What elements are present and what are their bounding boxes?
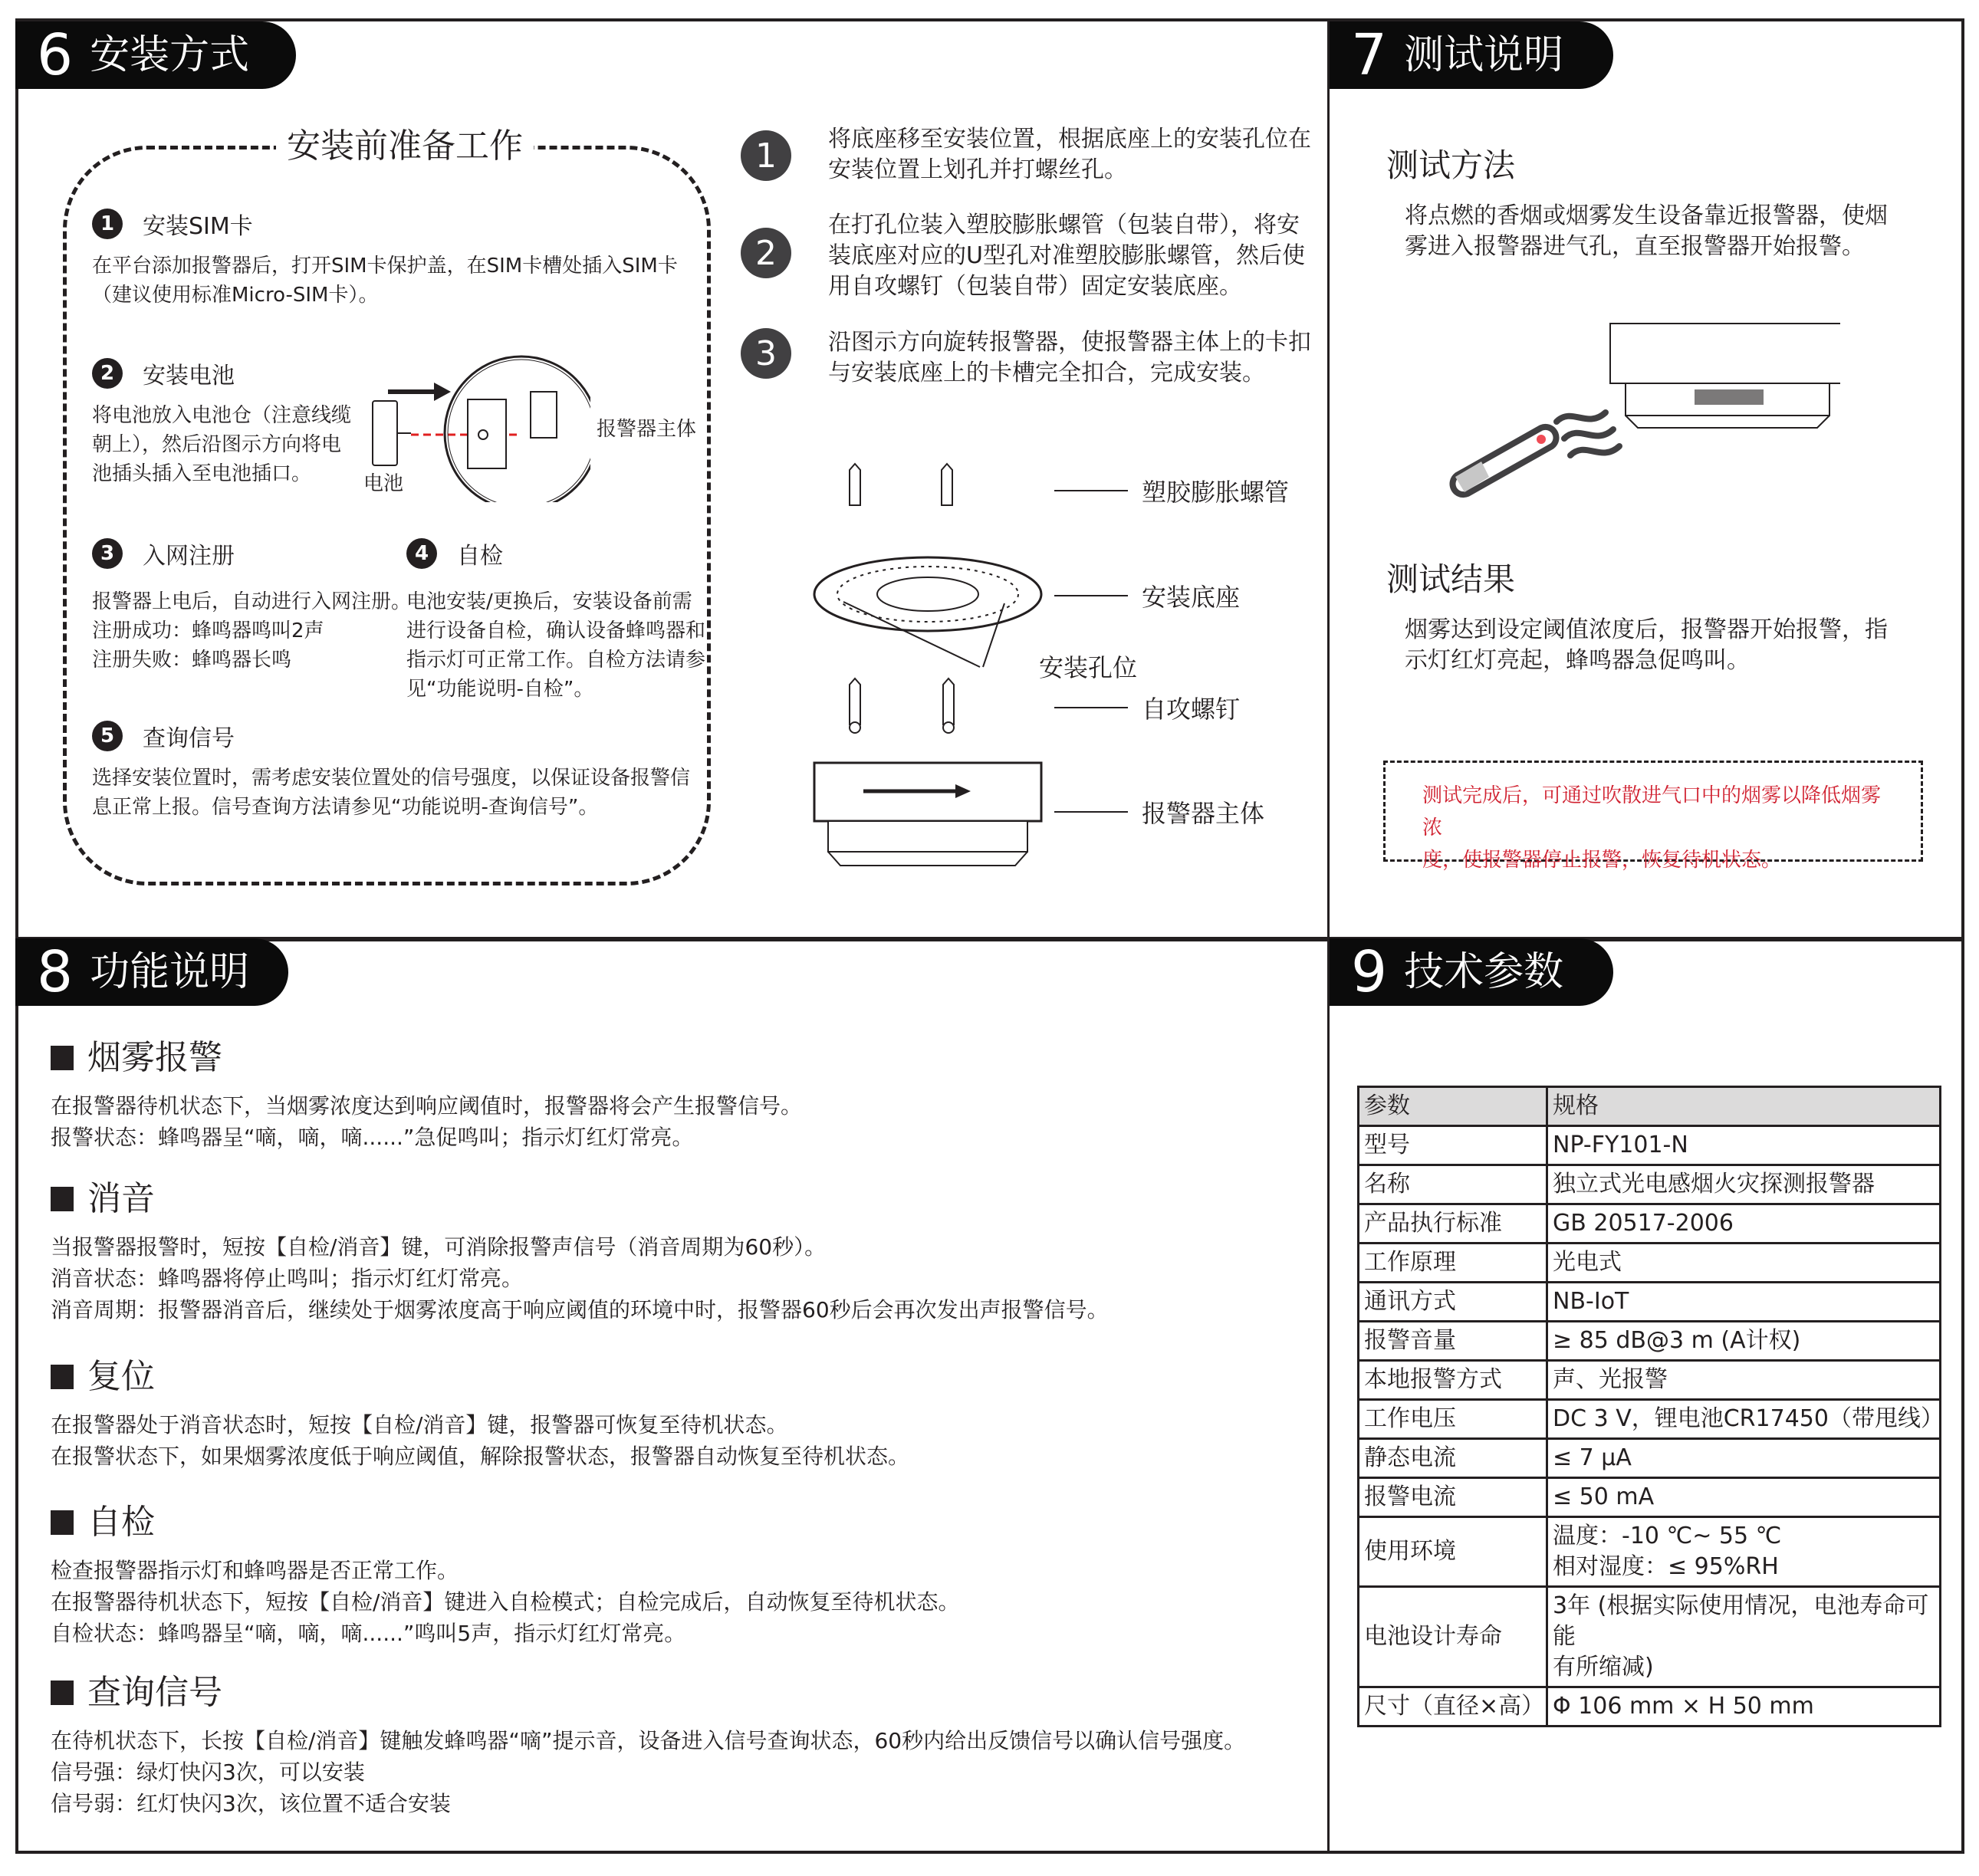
test-result-title: 测试结果: [1386, 560, 1516, 598]
column-header: 规格: [1547, 1087, 1941, 1126]
detector-back-icon: [445, 356, 590, 502]
spec-key: 产品执行标准: [1359, 1204, 1547, 1244]
install-step-text: 沿图示方向旋转报警器，使报警器主体上的卡扣: [828, 329, 1311, 356]
install-step-text: 用自攻螺钉（包装自带）固定安装底座。: [828, 273, 1242, 300]
spec-key: 静态电流: [1359, 1439, 1547, 1478]
test-method-title: 测试方法: [1386, 146, 1516, 184]
step-text: 朝上），然后沿图示方向将电: [92, 433, 342, 456]
cigarette-icon: [1452, 427, 1556, 494]
step-text: 进行设备自检，确认设备蜂鸣器和: [406, 619, 706, 642]
install-step-text: 安装位置上划孔并打螺丝孔。: [828, 156, 1127, 183]
spec-key: 报警音量: [1359, 1322, 1547, 1361]
function-text: 检查报警器指示灯和蜂鸣器是否正常工作。: [51, 1558, 459, 1583]
section-header-spec: [1330, 938, 1613, 1006]
spec-value: [1547, 1439, 1941, 1478]
spec-key: 工作电压: [1359, 1400, 1547, 1439]
step-text: （建议使用标准Micro-SIM卡）。: [92, 284, 379, 307]
step-badge: 3: [92, 538, 123, 569]
part-label-body: [1054, 794, 1264, 830]
column-header: 参数: [1359, 1087, 1547, 1126]
spec-value: [1547, 1400, 1944, 1439]
spec-row: [1359, 1244, 1941, 1283]
test-method-text: [1405, 201, 1888, 262]
spec-value: [1547, 1361, 1941, 1400]
install-step-badge: 2: [741, 228, 791, 278]
spec-value-line: Φ 106 mm × H 50 mm: [1553, 1693, 1814, 1720]
spec-key: 电池设计寿命: [1359, 1587, 1547, 1687]
spec-value-line: DC 3 V，锂电池CR17450（带甩线）: [1553, 1405, 1944, 1432]
spec-key: 通讯方式: [1359, 1283, 1547, 1322]
text-line: 示灯红灯亮起，蜂鸣器急促鸣叫。: [1405, 647, 1750, 674]
step-text: 息正常上报。信号查询方法请参见“功能说明-查询信号”。: [92, 796, 599, 819]
spec-value-line: 温度：-10 ℃~ 55 ℃: [1553, 1523, 1782, 1549]
spec-value-line: GB 20517-2006: [1553, 1210, 1734, 1237]
step-title: 入网注册: [143, 543, 235, 570]
step-text: 在平台添加报警器后，打开SIM卡保护盖，在SIM卡槽处插入SIM卡: [92, 255, 678, 278]
spec-value: [1547, 1283, 1941, 1322]
part-label-text: 自攻螺钉: [1142, 695, 1241, 724]
spec-row: [1359, 1439, 1941, 1478]
part-label-base: [1054, 578, 1240, 613]
function-title: 查询信号: [87, 1673, 222, 1712]
spec-key: 工作原理: [1359, 1244, 1547, 1283]
text-line: 将点燃的香烟或烟雾发生设备靠近报警器，使烟: [1405, 202, 1888, 229]
step-text: 注册失败：蜂鸣器长鸣: [92, 649, 292, 672]
step-text: 电池安装/更换后，安装设备前需: [406, 590, 692, 613]
install-step-3: [828, 327, 1311, 389]
spec-row: [1359, 1283, 1941, 1322]
install-step-text: 将底座移至安装位置，根据底座上的安装孔位在: [828, 126, 1311, 153]
spec-value: [1547, 1126, 1941, 1165]
spec-key: 本地报警方式: [1359, 1361, 1547, 1400]
install-step-2: [828, 210, 1305, 302]
spec-value-line: 声、光报警: [1553, 1366, 1668, 1393]
smoke-test-illustration: [1442, 322, 1840, 498]
section-number: 6: [37, 22, 74, 88]
step-badge: 2: [92, 358, 123, 389]
prep-step-battery: [92, 356, 353, 488]
step-text: 池插头插入至电池插口。: [92, 462, 312, 485]
section-title: 技术参数: [1404, 949, 1564, 995]
bullet-square-icon: [51, 1681, 74, 1705]
detector-body-label: 报警器主体: [597, 418, 697, 441]
install-step-badge: 3: [741, 328, 791, 379]
spec-value-line: ≤ 7 μA: [1553, 1444, 1632, 1471]
step-text: 选择安装位置时，需考虑安装位置处的信号强度，以保证设备报警信: [92, 767, 691, 790]
spec-value-line: ≤ 50 mA: [1553, 1483, 1655, 1510]
function-title: 烟雾报警: [87, 1038, 222, 1077]
spec-value-line: 有所缩减): [1553, 1654, 1654, 1681]
install-step-text: 在打孔位装入塑胶膨胀螺管（包装自带），将安: [828, 212, 1300, 238]
bullet-square-icon: [51, 1046, 74, 1070]
function-smoke-alarm: [51, 1037, 802, 1153]
spec-value-line: ≥ 85 dB@3 m (A计权): [1553, 1327, 1801, 1354]
spec-value: [1547, 1165, 1941, 1204]
step-badge: 5: [92, 721, 123, 751]
part-label-holes: 安装孔位: [1039, 653, 1138, 682]
wall-anchor-icon: [850, 464, 952, 505]
arrow-right-icon: [388, 383, 451, 401]
function-title: 消音: [87, 1179, 155, 1218]
spec-key: 型号: [1359, 1126, 1547, 1165]
spec-table-header: [1359, 1087, 1941, 1126]
function-reset: [51, 1355, 909, 1472]
exploded-install-diagram: [813, 456, 1058, 870]
prep-title: 安装前准备工作: [276, 125, 534, 168]
bullet-square-icon: [51, 1187, 74, 1211]
spec-row: [1359, 1126, 1941, 1165]
function-text: 信号弱：红灯快闪3次，该位置不适合安装: [51, 1791, 451, 1816]
step-title: 安装SIM卡: [143, 213, 253, 240]
function-text: 报警状态：蜂鸣器呈“嘀，嘀，嘀......”急促鸣叫；指示灯红灯常亮。: [51, 1125, 694, 1150]
section-title: 功能说明: [90, 949, 250, 995]
section-title: 安装方式: [90, 32, 250, 78]
function-selftest: [51, 1501, 959, 1649]
function-text: 自检状态：蜂鸣器呈“嘀，嘀，嘀......”鸣叫5声，指示灯红灯常亮。: [51, 1621, 686, 1646]
spec-key: 名称: [1359, 1165, 1547, 1204]
section-header-test: [1330, 21, 1613, 89]
part-label-text: 塑胶膨胀螺管: [1142, 478, 1290, 507]
part-label-screw: [1054, 690, 1240, 725]
test-result-text: [1405, 615, 1888, 676]
test-note-box: [1383, 761, 1923, 872]
text-line: 烟雾达到设定阈值浓度后，报警器开始报警，指: [1405, 616, 1888, 643]
step-title: 自检: [457, 543, 503, 570]
text-line: 雾进入报警器进气孔，直至报警器开始报警。: [1405, 233, 1865, 260]
spec-row: [1359, 1587, 1941, 1687]
prep-step-signal: [92, 719, 690, 822]
section-divider-vertical: [1327, 18, 1330, 1854]
battery-label: 电池: [363, 472, 404, 495]
function-title: 自检: [87, 1503, 155, 1542]
function-text: 在报警器待机状态下，当烟雾浓度达到响应阈值时，报警器将会产生报警信号。: [51, 1093, 803, 1119]
spec-value-line: 光电式: [1553, 1249, 1622, 1276]
screw-icon: [850, 678, 954, 733]
spec-row: [1359, 1322, 1941, 1361]
bullet-square-icon: [51, 1510, 74, 1535]
part-label-text: 安装底座: [1142, 583, 1241, 612]
step-text: 将电池放入电池仓（注意线缆: [92, 404, 352, 427]
function-text: 消音状态：蜂鸣器将停止鸣叫；指示灯红灯常亮。: [51, 1266, 524, 1291]
step-text: 报警器上电后，自动进行入网注册。: [92, 590, 412, 613]
install-step-badge: 1: [741, 130, 791, 181]
function-text: 在待机状态下，长按【自检/消音】键触发蜂鸣器“嘀”提示音，设备进入信号查询状态，60秒内给出反馈信号以确认信号强度。: [51, 1728, 1246, 1753]
install-step-text: 装底座对应的U型孔对准塑胶膨胀螺管，然后使: [828, 242, 1305, 269]
prep-step-sim: [92, 207, 678, 310]
spec-value: [1547, 1587, 1941, 1687]
section-number: 8: [37, 939, 74, 1005]
step-title: 安装电池: [143, 363, 235, 389]
detector-body-icon: [814, 763, 1041, 866]
note-text: 度，使报警器停止报警，恢复待机状态。: [1422, 849, 1782, 872]
section-divider-horizontal: [15, 937, 1964, 941]
spec-row: [1359, 1478, 1941, 1517]
function-silence: [51, 1178, 1109, 1326]
spec-value-line: 相对湿度：≤ 95%RH: [1553, 1553, 1779, 1580]
smoke-icon: [1557, 412, 1619, 455]
step-text: 见“功能说明-自检”。: [406, 678, 594, 701]
spec-row: [1359, 1517, 1941, 1587]
spec-row: [1359, 1687, 1941, 1727]
section-number: 9: [1351, 939, 1388, 1005]
spec-key: 报警电流: [1359, 1478, 1547, 1517]
spec-value: [1547, 1517, 1941, 1587]
spec-table: [1357, 1086, 1944, 1727]
spec-value: [1547, 1244, 1941, 1283]
spec-value: [1547, 1687, 1941, 1727]
function-text: 在报警器处于消音状态时，短按【自检/消音】键，报警器可恢复至待机状态。: [51, 1412, 788, 1437]
section-header-function: [15, 938, 288, 1006]
battery-icon: [373, 401, 411, 465]
spec-value: [1547, 1204, 1941, 1244]
spec-row: [1359, 1204, 1941, 1244]
spec-value-line: NB-IoT: [1553, 1288, 1629, 1315]
function-text: 消音周期：报警器消音后，继续处于烟雾浓度高于响应阈值的环境中时，报警器60秒后会再次发出声报警信号。: [51, 1297, 1109, 1322]
spec-value-line: NP-FY101-N: [1553, 1132, 1688, 1158]
step-title: 查询信号: [143, 725, 235, 752]
install-step-1: [828, 124, 1311, 186]
function-text: 信号强：绿灯快闪3次，可以安装: [51, 1759, 365, 1785]
spec-value-line: 独立式光电感烟火灾探测报警器: [1553, 1171, 1875, 1198]
function-text: 在报警状态下，如果烟雾浓度低于响应阈值，解除报警状态，报警器自动恢复至待机状态。: [51, 1444, 910, 1469]
function-text: 在报警器待机状态下，短按【自检/消音】键进入自检模式；自检完成后，自动恢复至待机状态。: [51, 1589, 960, 1615]
section-header-install: [15, 21, 296, 89]
section-title: 测试说明: [1404, 32, 1564, 78]
prep-step-selftest: [406, 537, 705, 704]
step-text: 注册成功：蜂鸣器鸣叫2声: [92, 619, 324, 642]
install-step-text: 与安装底座上的卡槽完全扣合，完成安装。: [828, 360, 1265, 386]
function-title: 复位: [87, 1357, 155, 1396]
function-signal-query: [51, 1671, 1245, 1819]
part-label-anchor: [1054, 473, 1289, 508]
step-text: 指示灯可正常工作。自检方法请参: [406, 649, 706, 672]
mounting-base-icon: [814, 557, 1041, 631]
bullet-square-icon: [51, 1365, 74, 1389]
prep-step-register: [92, 537, 411, 675]
spec-key: 尺寸（直径×高）: [1359, 1687, 1547, 1727]
note-text: 测试完成后，可通过吹散进气口中的烟雾以降低烟雾浓: [1422, 784, 1882, 839]
spec-value: [1547, 1478, 1941, 1517]
part-label-text: 报警器主体: [1142, 799, 1265, 828]
spec-value-line: 3年 (根据实际使用情况，电池寿命可能: [1553, 1592, 1929, 1650]
spec-row: [1359, 1400, 1941, 1439]
section-number: 7: [1351, 22, 1388, 88]
step-badge: 4: [406, 538, 437, 569]
function-text: 当报警器报警时，短按【自检/消音】键，可消除报警声信号（消音周期为60秒）。: [51, 1234, 827, 1260]
detector-side-icon: [1610, 324, 1840, 428]
step-badge: 1: [92, 209, 123, 239]
spec-row: [1359, 1165, 1941, 1204]
spec-row: [1359, 1361, 1941, 1400]
spec-key: 使用环境: [1359, 1517, 1547, 1587]
spec-value: [1547, 1322, 1941, 1361]
